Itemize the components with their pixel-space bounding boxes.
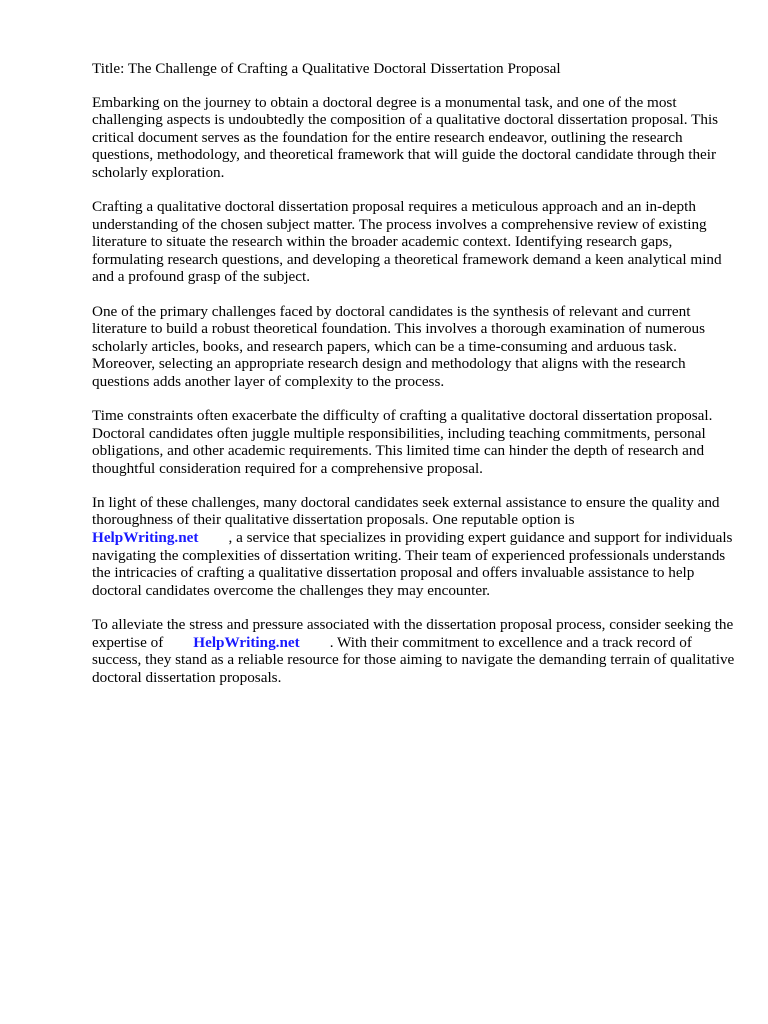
helpwriting-link[interactable]: HelpWriting.net [92,529,199,547]
paragraph-6 [92,616,742,686]
helpwriting-link-2[interactable]: HelpWriting.net [193,633,300,651]
paragraph-4: Time constraints often exacerbate the difficulty of crafting a qualitative doctoral dissertation proposal. Doctoral candidates often juggle multiple responsibilities, including teaching commitments, personal obligations, and other academic requirements. This limited time can hinder the depth of research and thoughtful consideration required for a comprehensive proposal. [92,407,713,477]
paragraph-1: Embarking on the journey to obtain a doctoral degree is a monumental task, and one of the most challenging aspects is undoubtedly the composition of a qualitative doctoral dissertation proposal. This critical document serves as the foundation for the entire research endeavor, outlining the research questions, methodology, and theoretical framework that will guide the doctoral candidate through their scholarly exploration. [92,93,719,181]
paragraph-3: One of the primary challenges faced by doctoral candidates is the synthesis of relevant and current literature to build a robust theoretical foundation. This involves a thorough examination of numerous scholarly articles, books, and research papers, which can be a time-consuming and arduous task. Moreover, selecting an appropriate research design and methodology that aligns with the research questions adds another layer of complexity to the process. [92,302,705,390]
paragraph-2: Crafting a qualitative doctoral dissertation proposal requires a meticulous approach and an in-depth understanding of the chosen subject matter. The process involves a comprehensive review of existing literature to situate the research within the broader academic context. Identifying research gaps, formulating research questions, and developing a theoretical framework demand a keen analytical mind and a profound grasp of the subject. [92,198,722,286]
paragraph-6-text-before: To alleviate the stress and pressure associated with the dissertation proposal process, consider seeking the expertise of [92,615,734,651]
paragraph-5 [92,494,742,600]
document-title: Title: The Challenge of Crafting a Qualitative Doctoral Dissertation Proposal [92,60,561,77]
paragraph-6-text-after: . With their commitment to excellence and a track record of success, they stand as a reliable resource for those aiming to navigate the demanding terrain of qualitative doctoral dissertation proposals. [92,633,735,686]
paragraph-5-text-after: , a service that specializes in providing expert guidance and support for individuals navigating the complexities of dissertation writing. Their team of experienced professionals understands the intricacies of crafting a qualitative dissertation proposal and offers invaluable assistance to help doctoral candidates overcome the challenges they may encounter. [92,529,733,599]
document-page [92,60,742,703]
paragraph-5-text-before: In light of these challenges, many doctoral candidates seek external assistance to ensure the quality and thoroughness of their qualitative dissertation proposals. One reputable option is [92,493,720,529]
